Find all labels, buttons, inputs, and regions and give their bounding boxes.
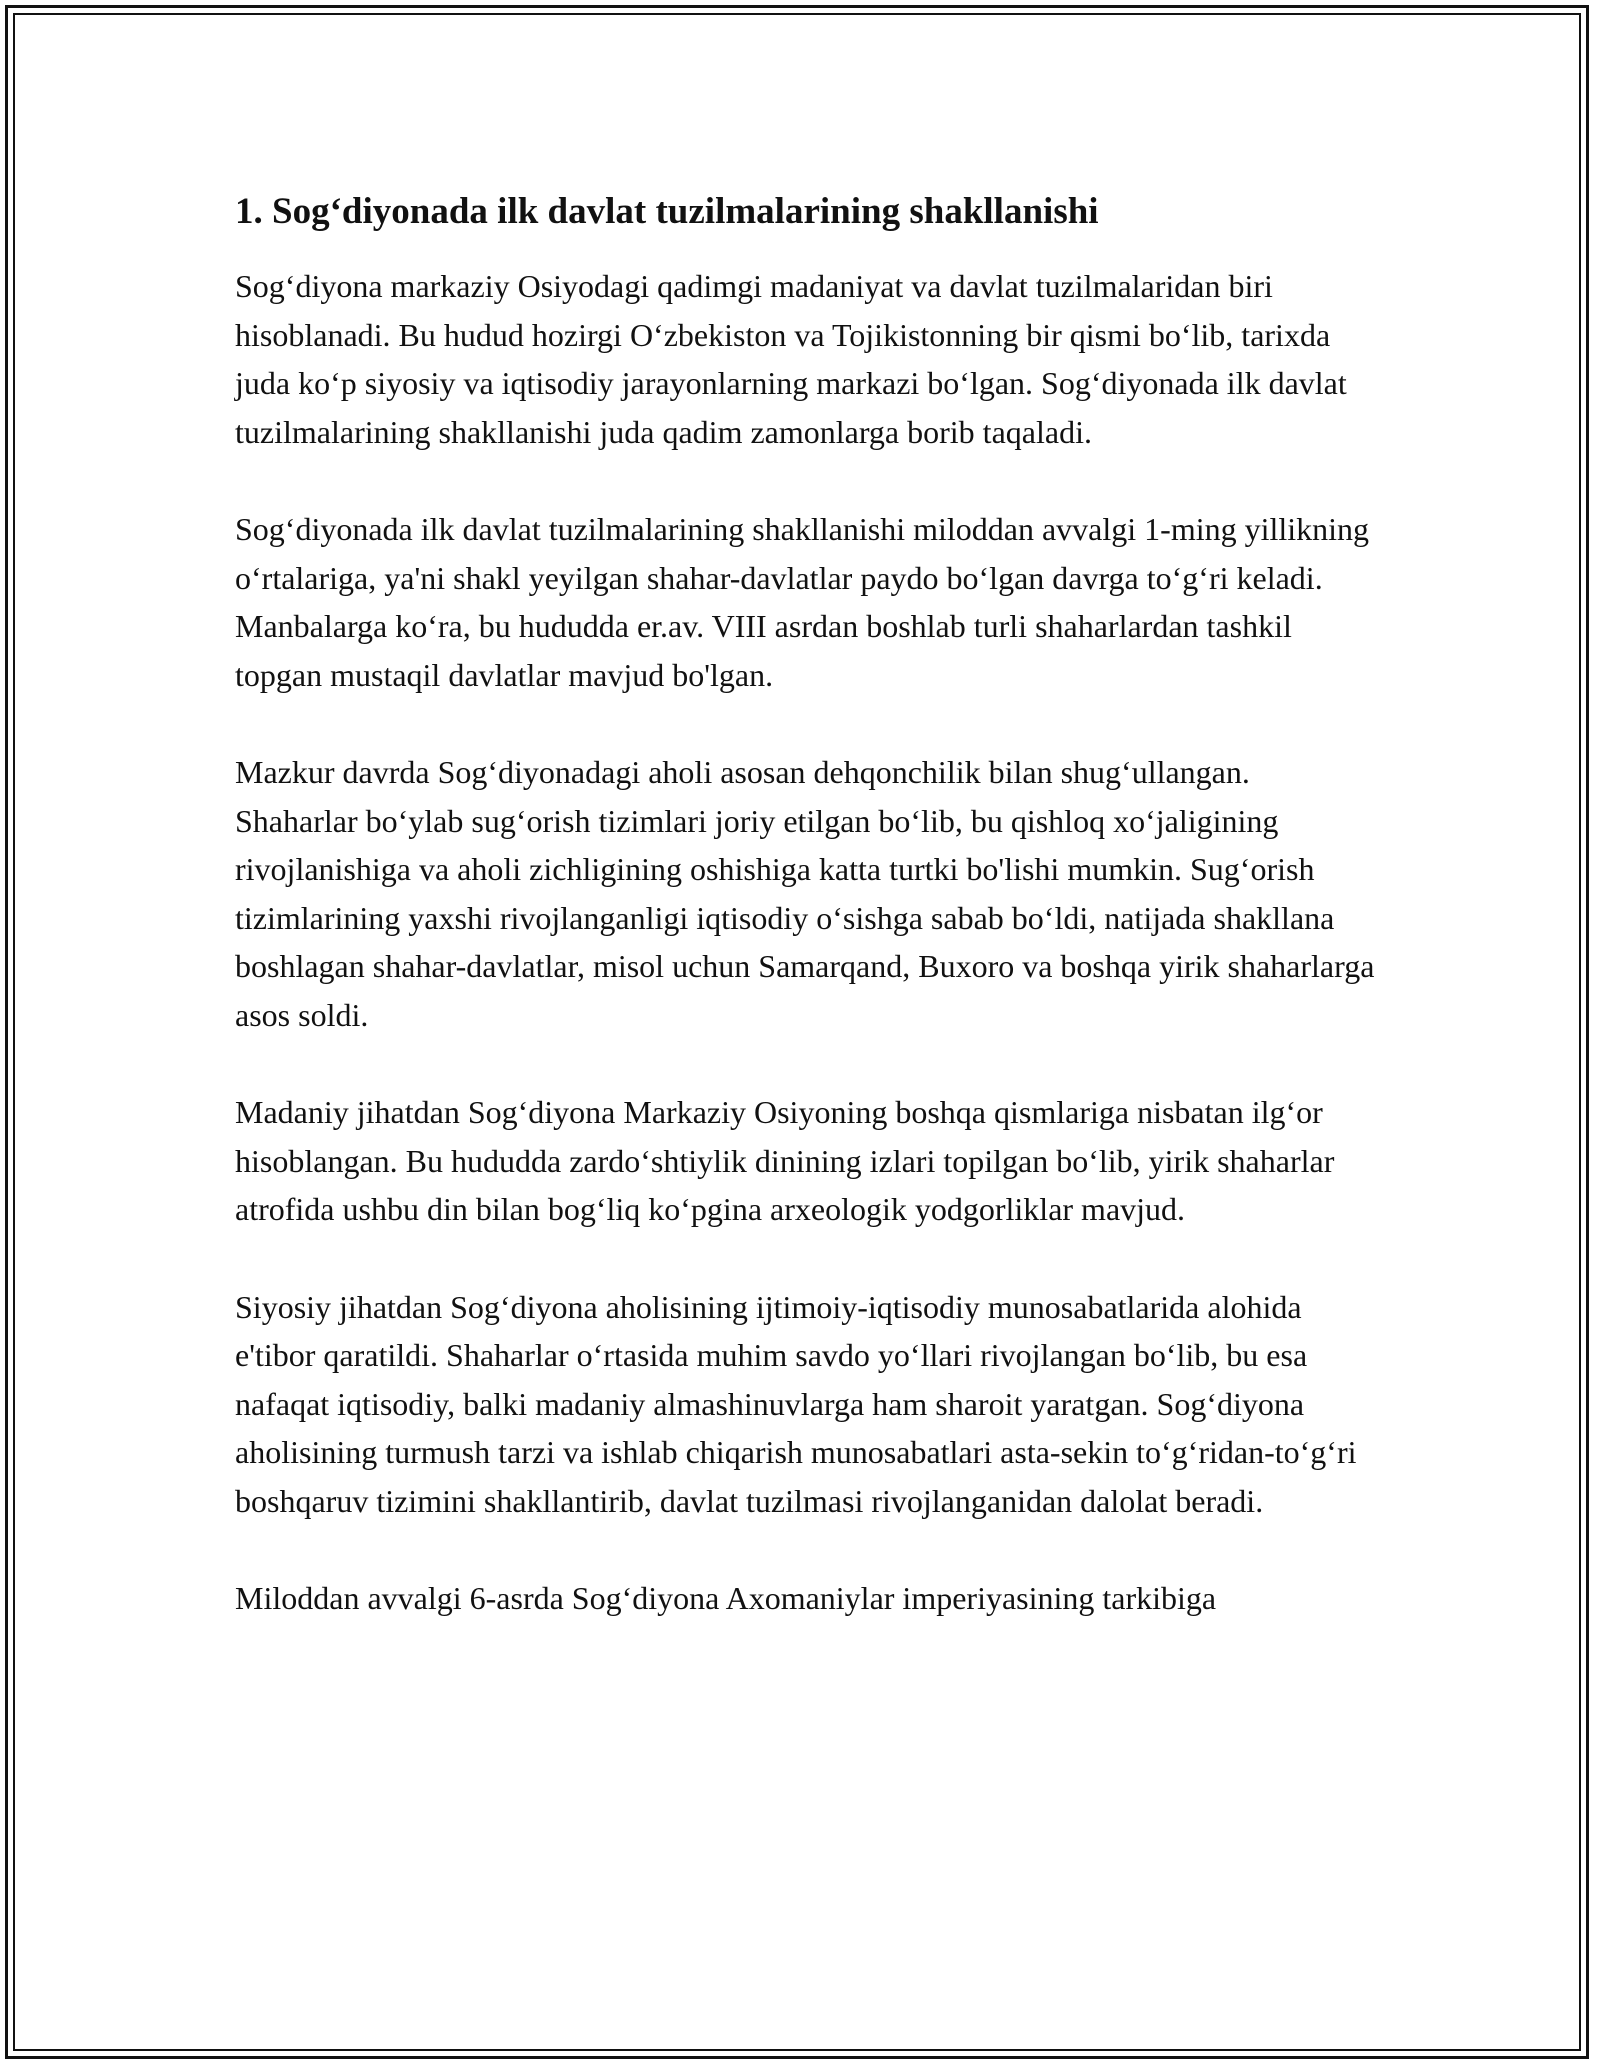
paragraph-6: Miloddan avvalgi 6-asrda Sog‘diyona Axomaniylar imperiyasining tarkibiga xyxy=(235,1580,1217,1616)
paragraph-5: Siyosiy jihatdan Sog‘diyona aholisining ijtimoiy-iqtisodiy munosabatlarida alohida e'tibor qaratildi. Shaharlar o‘rtasida muhim savdo yo‘llari rivojlangan bo‘lib, bu esa nafaqat iqtisodiy, balki madaniy almashinuvlarga ham sharoit yaratgan. Sog‘diyona aholisining turmush tarzi va ishlab chiqarish munosabatlari asta-sekin to‘g‘ridan-to‘g‘ri boshqaruv tizimini shakllantirib, davlat tuzilmasi rivojlanganidan dalolat beradi. xyxy=(235,1288,1357,1519)
paragraph-1: Sog‘diyona markaziy Osiyodagi qadimgi madaniyat va davlat tuzilmalaridan biri hisoblanadi. Bu hudud hozirgi O‘zbekiston va Tojikistonning bir qismi bo‘lib, tarixda juda ko‘p siyosiy va iqtisodiy jarayonlarning markazi bo‘lgan. Sog‘diyonada ilk davlat tuzilmalarining shakllanishi juda qadim zamonlarga borib taqaladi. xyxy=(235,268,1347,450)
paragraph-3: Mazkur davrda Sog‘diyonadagi aholi asosan dehqonchilik bilan shug‘ullangan. Shaharlar bo‘ylab sug‘orish tizimlari joriy etilgan bo‘lib, bu qishloq xo‘jaligining rivojlanishiga va aholi zichligining oshishiga katta turtki bo'lishi mumkin. Sug‘orish tizimlarining yaxshi rivojlanganligi iqtisodiy o‘sishga sabab bo‘ldi, natijada shakllana boshlagan shahar-davlatlar, misol uchun Samarqand, Buxoro va boshqa yirik shaharlarga asos soldi. xyxy=(235,754,1375,1033)
section-heading: 1. Sog‘diyonada ilk davlat tuzilmalarining shakllanishi xyxy=(235,191,1099,232)
document-body xyxy=(235,188,1375,1672)
paragraph-2: Sog‘diyonada ilk davlat tuzilmalarining shakllanishi miloddan avvalgi 1-ming yillikning o‘rtalariga, ya'ni shakl yeyilgan shahar-davlatlar paydo bo‘lgan davrga to‘g‘ri keladi. Manbalarga ko‘ra, bu hududda er.av. VIII asrdan boshlab turli shaharlardan tashkil topgan mustaqil davlatlar mavjud bo'lgan. xyxy=(235,511,1370,693)
paragraph-4: Madaniy jihatdan Sog‘diyona Markaziy Osiyoning boshqa qismlariga nisbatan ilg‘or hisoblangan. Bu hududda zardo‘shtiylik dinining izlari topilgan bo‘lib, yirik shaharlar atrofida ushbu din bilan bog‘liq ko‘pgina arxeologik yodgorliklar mavjud. xyxy=(235,1094,1335,1227)
